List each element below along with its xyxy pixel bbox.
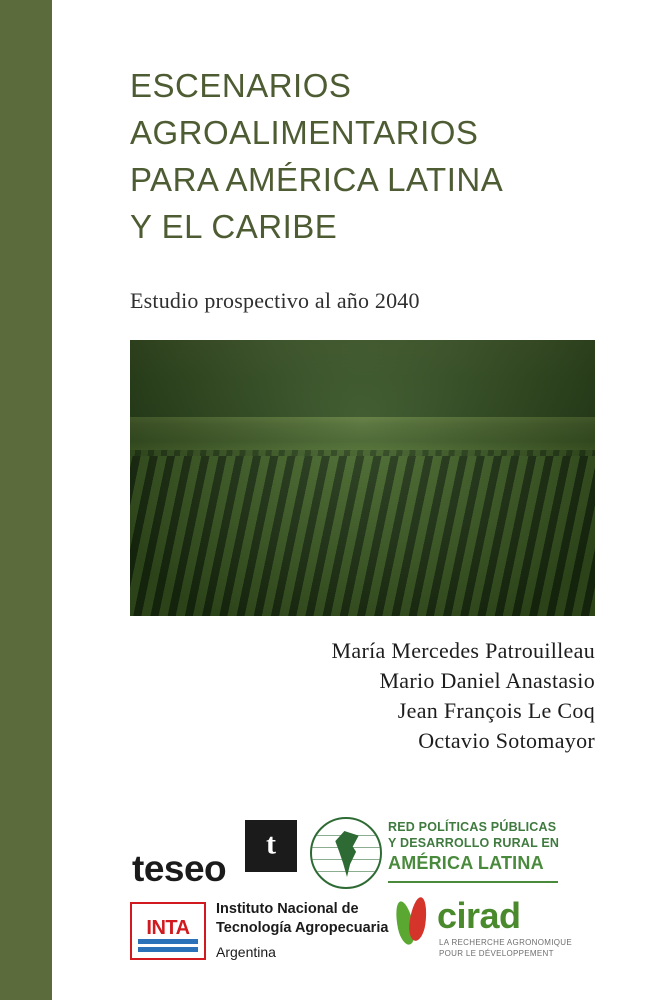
leaf-icon [397,897,433,949]
publisher-logo-row [52,795,650,985]
cirad-tagline-line-1: LA RECHERCHE AGRONOMIQUE [439,938,573,947]
cirad-tagline-line-2: POUR LE DÉVELOPPEMENT [439,949,554,958]
cover-photograph [130,340,595,616]
inta-line-2: Tecnología Agropecuaria [216,920,389,936]
title-line-2: AGROALIMENTARIOS [130,114,479,151]
inta-line-1: Instituto Nacional de [216,901,359,917]
cirad-logo [397,895,587,967]
inta-mark-icon [130,902,206,960]
author-list [130,636,595,756]
globe-icon [310,817,382,889]
red-logo-underline [388,881,558,883]
inta-logo [130,900,400,972]
inta-mark-text: INTA [146,917,190,939]
author-name: María Mercedes Patrouilleau [331,638,595,663]
red-logo-line-1: RED POLÍTICAS PÚBLICAS [388,820,557,834]
red-logo-line-3: AMÉRICA LATINA [388,853,544,873]
teseo-logo [132,820,297,890]
title-line-1: ESCENARIOS [130,67,352,104]
cirad-tagline [439,937,579,959]
red-logo-text [388,819,563,875]
title-line-3: PARA AMÉRICA LATINA [130,161,504,198]
page-title [130,62,630,250]
cirad-wordmark: cirad [437,895,521,936]
red-politicas-logo [310,813,565,891]
red-logo-line-2: Y DESARROLLO RURAL EN [388,836,560,850]
teseo-mark-letter: t [266,827,276,861]
photo-vignette [130,340,595,616]
page-subtitle: Estudio prospectivo al año 2040 [130,288,420,313]
inta-line-3: Argentina [216,944,276,960]
author-name: Jean François Le Coq [397,698,595,723]
author-name: Octavio Sotomayor [418,728,595,753]
cover-spine-bar [0,0,52,1000]
inta-logo-text [216,900,401,962]
teseo-mark-icon [245,820,297,872]
teseo-wordmark: teseo [132,848,227,889]
author-name: Mario Daniel Anastasio [379,668,595,693]
title-line-4: Y EL CARIBE [130,208,338,245]
